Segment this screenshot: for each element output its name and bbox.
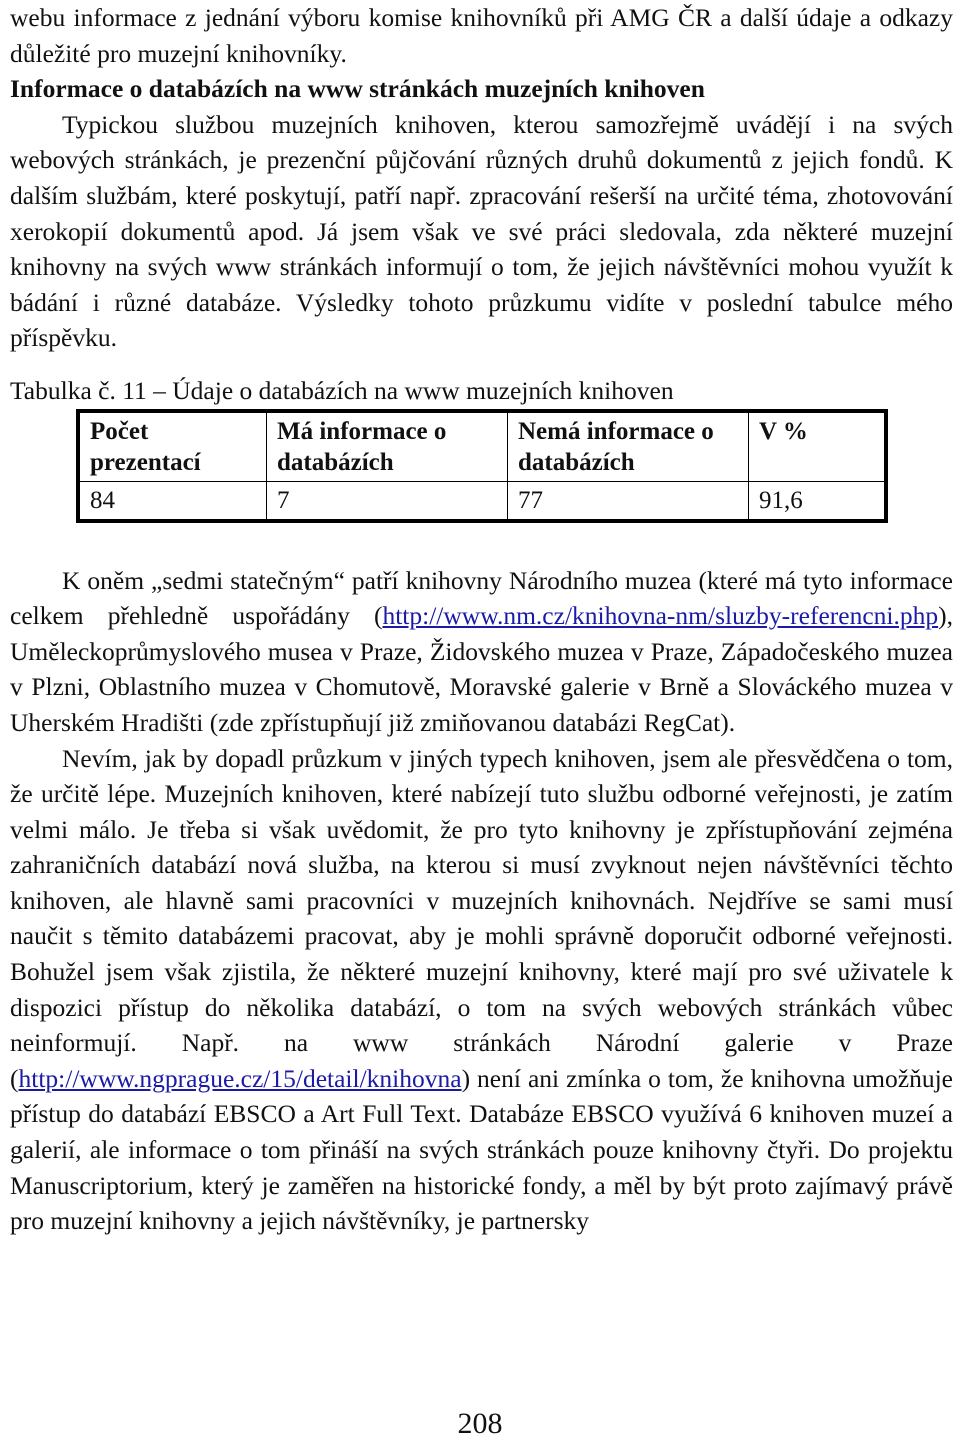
cell-no-info: 77 <box>508 481 749 521</box>
cell-percent: 91,6 <box>749 481 887 521</box>
table-caption: Tabulka č. 11 – Údaje o databázích na www muzejních knihoven <box>10 375 674 405</box>
paragraph-survey-discussion <box>10 741 953 1239</box>
spacer <box>10 523 953 563</box>
intro-paragraph-tail: webu informace z jednání výboru komise knihovníků při AMG ČR a další údaje a odkazy důležité pro muzejní knihovníky. <box>10 3 953 68</box>
text-segment: ), Uměleckoprůmyslového musea v Praze, Židovského muzea v Praze, Západočeského muzea v Plzni, Oblastního muzea v Chomutově, Moravské galerie v Brně a Slováckého muzea v Uherském Hradišti (zde zpřístupňují již zmiňovanou databázi RegCat). <box>10 601 953 737</box>
paragraph-seven-libraries <box>10 563 953 741</box>
header-count: Počet prezentací <box>78 411 267 482</box>
text-segment: K oněm „sedmi statečným“ patří knihovny Národního muzea (které má tyto informace celkem přehledně uspořádány ( <box>10 565 953 631</box>
header-percent: V % <box>749 411 887 482</box>
text-segment: Nevím, jak by dopadl průzkum v jiných typech knihoven, jsem ale přesvědčena o tom, že určitě lépe. Muzejních knihoven, které nabízejí tuto službu odborné veřejnosti, je zatím velmi málo. Je třeba si však uvědomit, že pro tyto knihovny je zpřístupňování zejména zahraničních databází nová služba, na kterou si musí zvyknout nejen návštěvníci těchto knihoven, ale hlavně sami pracovníci v muzejních knihovnách. Nejdříve se sami musí naučit s těmito databázemi pracovat, aby je mohli správně doporučit odborné veřejnosti. Bohužel jsem však zjistila, že některé muzejní knihovny, které mají pro své uživatele k dispozici přístup do několika databází, o tom na svých webových stránkách vůbec neinformují. Např. na www stránkách Národní galerie v Praze ( <box>10 743 953 1093</box>
link-ngprague-library[interactable]: http://www.ngprague.cz/15/detail/knihovna <box>18 1063 462 1093</box>
table-header-row <box>78 411 886 482</box>
cell-count: 84 <box>78 481 267 521</box>
document-page <box>10 0 953 1239</box>
link-nm-reference-services[interactable]: http://www.nm.cz/knihovna-nm/sluzby-referencni.php <box>382 601 939 631</box>
text-segment: ) není ani zmínka o tom, že knihovna umožňuje přístup do databází EBSCO a Art Full Text. Databáze EBSCO využívá 6 knihoven muzeí a galerií, ale informace o tom přináší na svých stránkách pouze knihovny čtyři. Do projektu Manuscriptorium, který je zaměřen na historické fondy, a měl by být proto zajímavý právě pro muzejní knihovny a jejich návštěvníky, je partnersky <box>10 1063 953 1236</box>
header-no-info: Nemá informace o databázích <box>508 411 749 482</box>
section-heading: Informace o databázích na www stránkách muzejních knihoven <box>10 74 705 104</box>
table-row <box>78 481 886 521</box>
database-info-table <box>76 409 888 523</box>
paragraph-databases-intro: Typickou službou muzejních knihoven, kterou samozřejmě uvádějí i na svých webových stránkách, je prezenční půjčování různých druhů dokumentů z jejich fondů. K dalším službám, které poskytují, patří např. zpracování rešerší na určité téma, zhotovování xerokopií dokumentů apod. Já jsem však ve své práci sledovala, zda některé muzejní knihovny na svých www stránkách informují o tom, že jejich návštěvníci mohou využít k bádání i různé databáze. Výsledky tohoto průzkumu vidíte v poslední tabulce mého příspěvku. <box>10 109 953 353</box>
header-has-info: Má informace o databázích <box>267 411 508 482</box>
cell-has-info: 7 <box>267 481 508 521</box>
page-number: 208 <box>457 1407 503 1440</box>
